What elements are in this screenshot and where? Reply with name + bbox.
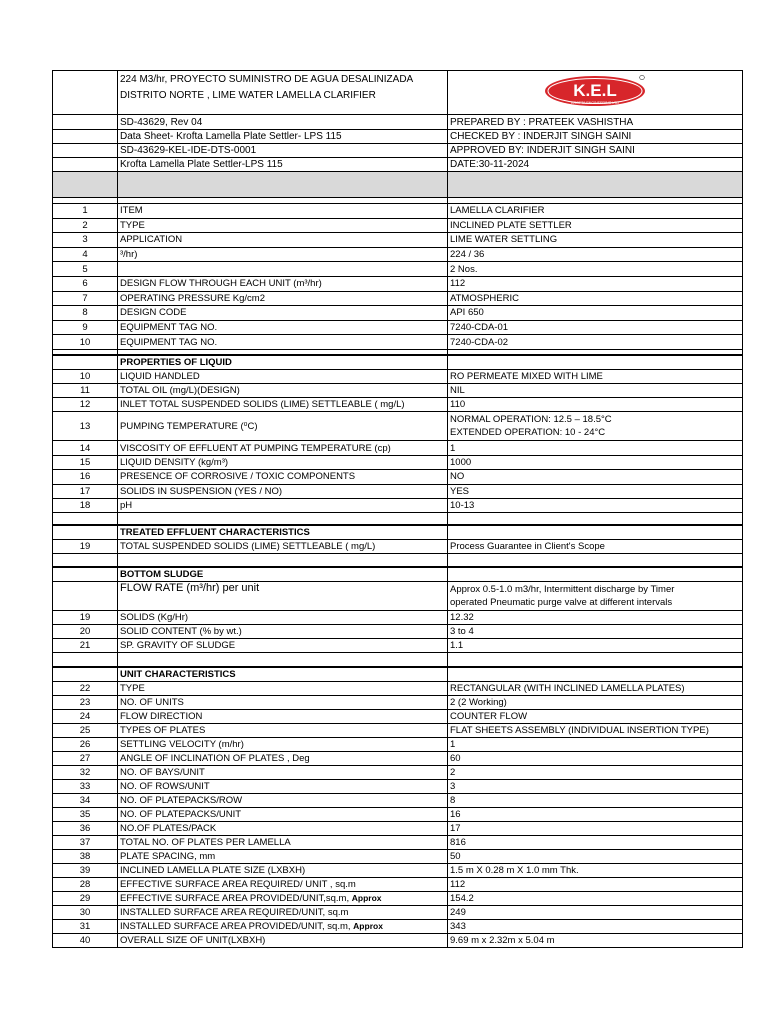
row-value: RO PERMEATE MIXED WITH LIME [448, 370, 743, 384]
section-title: TREATED EFFLUENT CHARACTERISTICS [118, 525, 448, 540]
row-item: TYPE [118, 681, 448, 695]
row-item: EQUIPMENT TAG NO. [118, 335, 448, 350]
row-item: DESIGN FLOW THROUGH EACH UNIT (m³/hr) [118, 276, 448, 291]
row-number: 10 [53, 370, 118, 384]
row-value: 9.69 m x 2.32m x 5.04 m [448, 933, 743, 947]
logo-subtext: KROFTA ENGINEERING LTD [571, 101, 619, 105]
row-item: INLET TOTAL SUSPENDED SOLIDS (LIME) SETTLEABLE ( mg/L) [118, 398, 448, 412]
row-number: 7 [53, 291, 118, 306]
section-blank [448, 667, 743, 682]
approx-label: Approx [351, 892, 382, 903]
row-value: 1.1 [448, 639, 743, 653]
kel-logo-graphic [543, 74, 647, 108]
row-number: 32 [53, 765, 118, 779]
document-number: SD-43629-KEL-IDE-DTS-0001 [118, 144, 448, 158]
row-number: 25 [53, 723, 118, 737]
table-row [53, 335, 743, 350]
row-value: 10-13 [448, 499, 743, 513]
section-properties-of-liquid [53, 355, 743, 370]
spacer-cell [118, 653, 448, 667]
section-blank [53, 525, 118, 540]
row-number: 8 [53, 306, 118, 321]
row-number: 15 [53, 455, 118, 469]
row-value: COUNTER FLOW [448, 709, 743, 723]
row-value: 112 [448, 276, 743, 291]
row-number: 20 [53, 625, 118, 639]
table-row [53, 611, 743, 625]
spacer-cell [448, 513, 743, 525]
table-row-flow-rate [53, 582, 743, 611]
row-number: 3 [53, 233, 118, 248]
row-item: SOLIDS IN SUSPENSION (YES / NO) [118, 484, 448, 498]
table-row [53, 539, 743, 553]
table-row [53, 835, 743, 849]
row-item: ³/hr) [118, 247, 448, 262]
row-value: 1.5 m X 0.28 m X 1.0 mm Thk. [448, 863, 743, 877]
row-item: SETTLING VELOCITY (m/hr) [118, 737, 448, 751]
checked-by: CHECKED BY : INDERJIT SINGH SAINI [448, 130, 743, 144]
table-row [53, 919, 743, 933]
header-rev-row [53, 115, 743, 130]
section-blank [448, 525, 743, 540]
spacer-cell [53, 513, 118, 525]
row-number: 5 [53, 262, 118, 277]
row-value: 1 [448, 737, 743, 751]
document-date: DATE:30-11-2024 [448, 158, 743, 172]
table-row [53, 218, 743, 233]
row-item [118, 262, 448, 277]
section-blank [53, 355, 118, 370]
row-number: 11 [53, 384, 118, 398]
row-value: 343 [448, 919, 743, 933]
project-line-2: DISTRITO NORTE , LIME WATER LAMELLA CLARIFIER [120, 90, 376, 101]
row-item: SP. GRAVITY OF SLUDGE [118, 639, 448, 653]
row-item: DESIGN CODE [118, 306, 448, 321]
spacer-cell [53, 553, 118, 567]
table-row [53, 291, 743, 306]
row-item: SOLID CONTENT (% by wt.) [118, 625, 448, 639]
row-item: NO. OF ROWS/UNIT [118, 779, 448, 793]
section-title: UNIT CHARACTERISTICS [118, 667, 448, 682]
table-row [53, 807, 743, 821]
row-value: 154.2 [448, 891, 743, 905]
row-item: OPERATING PRESSURE Kg/cm2 [118, 291, 448, 306]
row-number: 26 [53, 737, 118, 751]
row-item: NO. OF PLATEPACKS/UNIT [118, 807, 448, 821]
row-item: FLOW RATE (m³/hr) per unit [118, 582, 448, 611]
spacer-cell [448, 553, 743, 567]
row-number: 34 [53, 793, 118, 807]
header-blank-cell [53, 71, 118, 115]
row-number: 2 [53, 218, 118, 233]
table-row [53, 484, 743, 498]
table-row [53, 320, 743, 335]
row-item: OVERALL SIZE OF UNIT(LXBXH) [118, 933, 448, 947]
row-value: NO [448, 470, 743, 484]
row-item: PRESENCE OF CORROSIVE / TOXIC COMPONENTS [118, 470, 448, 484]
row-item: PUMPING TEMPERATURE (⁰C) [118, 412, 448, 441]
row-item: INSTALLED SURFACE AREA REQUIRED/UNIT, sq.m [118, 905, 448, 919]
table-row [53, 247, 743, 262]
table-row [53, 723, 743, 737]
table-row [53, 470, 743, 484]
logo-text: K.E.L [573, 81, 617, 100]
table-row [53, 709, 743, 723]
data-rows [53, 198, 743, 948]
row-item: NO.OF PLATES/PACK [118, 821, 448, 835]
data-sheet-table [52, 70, 743, 948]
row-number: 24 [53, 709, 118, 723]
row-value: RECTANGULAR (WITH INCLINED LAMELLA PLATES) [448, 681, 743, 695]
document-title: Data Sheet- Krofta Lamella Plate Settler- LPS 115 [118, 130, 448, 144]
row-value: 112 [448, 877, 743, 891]
table-row [53, 398, 743, 412]
row-number: 35 [53, 807, 118, 821]
row-item: ANGLE OF INCLINATION OF PLATES , Deg [118, 751, 448, 765]
table-row [53, 499, 743, 513]
row-item: EFFECTIVE SURFACE AREA REQUIRED/ UNIT , sq.m [118, 877, 448, 891]
row-value: LAMELLA CLARIFIER [448, 204, 743, 219]
row-value: 7240-CDA-01 [448, 320, 743, 335]
row-number: 10 [53, 335, 118, 350]
section-blank [448, 355, 743, 370]
row-number: 22 [53, 681, 118, 695]
row-item: TOTAL NO. OF PLATES PER LAMELLA [118, 835, 448, 849]
row-value: 8 [448, 793, 743, 807]
table-row [53, 681, 743, 695]
row-number: 21 [53, 639, 118, 653]
row-value: 110 [448, 398, 743, 412]
table-row [53, 933, 743, 947]
row-item-text: EFFECTIVE SURFACE AREA PROVIDED/UNIT,sq.m, [120, 892, 350, 904]
table-row [53, 849, 743, 863]
row-number: 27 [53, 751, 118, 765]
row-value: 249 [448, 905, 743, 919]
row-number: 38 [53, 849, 118, 863]
table-row [53, 695, 743, 709]
row-number: 23 [53, 695, 118, 709]
header-subject-row [53, 158, 743, 172]
row-number: 39 [53, 863, 118, 877]
table-row [53, 877, 743, 891]
row-item: VISCOSITY OF EFFLUENT AT PUMPING TEMPERATURE (cp) [118, 441, 448, 455]
spacer-cell [118, 513, 448, 525]
row-value: 816 [448, 835, 743, 849]
row-value: 2 [448, 765, 743, 779]
row-number: 40 [53, 933, 118, 947]
row-item: PLATE SPACING, mm [118, 849, 448, 863]
row-item: TOTAL SUSPENDED SOLIDS (LIME) SETTLEABLE ( mg/L) [118, 539, 448, 553]
table-row [53, 905, 743, 919]
row-number: 13 [53, 412, 118, 441]
row-value: 12.32 [448, 611, 743, 625]
approx-label: Approx [353, 920, 383, 931]
table-row [53, 751, 743, 765]
row-value: 3 to 4 [448, 625, 743, 639]
row-number: 14 [53, 441, 118, 455]
spacer-cell [118, 553, 448, 567]
row-item: EQUIPMENT TAG NO. [118, 320, 448, 335]
approved-by: APPROVED BY: INDERJIT SINGH SAINI [448, 144, 743, 158]
extended-operation-text: EXTENDED OPERATION: 10 - 24°C [450, 427, 606, 439]
row-item: SOLIDS (Kg/Hr) [118, 611, 448, 625]
table-row [53, 779, 743, 793]
table-row [53, 384, 743, 398]
table-row [53, 625, 743, 639]
row-item-text: INSTALLED SURFACE AREA PROVIDED/UNIT, sq.m, [120, 920, 351, 932]
prepared-by: PREPARED BY : PRATEEK VASHISTHA [448, 115, 743, 130]
section-unit-characteristics [53, 667, 743, 682]
row-value: FLAT SHEETS ASSEMBLY (INDIVIDUAL INSERTION TYPE) [448, 723, 743, 737]
row-number: 19 [53, 539, 118, 553]
table-row [53, 306, 743, 321]
row-value: 17 [448, 821, 743, 835]
row-item: FLOW DIRECTION [118, 709, 448, 723]
section-blank [53, 667, 118, 682]
project-title [118, 71, 448, 115]
table-row-pumping-temperature [53, 412, 743, 441]
row-item: NO. OF UNITS [118, 695, 448, 709]
row-value: API 650 [448, 306, 743, 321]
spacer-cell [448, 653, 743, 667]
flow-rate-line-1: Approx 0.5-1.0 m3/hr, Intermittent discharge by Timer [450, 584, 675, 596]
row-number: 18 [53, 499, 118, 513]
spacer-row [53, 653, 743, 667]
row-item: TOTAL OIL (mg/L)(DESIGN) [118, 384, 448, 398]
row-value: 2 Nos. [448, 262, 743, 277]
row-value: 16 [448, 807, 743, 821]
row-number: 37 [53, 835, 118, 849]
section-title: BOTTOM SLUDGE [118, 567, 448, 582]
row-value: Process Guarantee in Client's Scope [448, 539, 743, 553]
table-row [53, 233, 743, 248]
row-value [448, 412, 743, 441]
table-row [53, 891, 743, 905]
row-number: 30 [53, 905, 118, 919]
table-row [53, 262, 743, 277]
section-title: PROPERTIES OF LIQUID [118, 355, 448, 370]
spacer-row [53, 513, 743, 525]
row-value: 1 [448, 441, 743, 455]
kel-logo [543, 74, 647, 108]
row-number: 31 [53, 919, 118, 933]
row-item: NO. OF PLATEPACKS/ROW [118, 793, 448, 807]
row-value: 50 [448, 849, 743, 863]
row-item: LIQUID DENSITY (kg/m³) [118, 455, 448, 469]
row-item: TYPE [118, 218, 448, 233]
row-number: 4 [53, 247, 118, 262]
row-number: 28 [53, 877, 118, 891]
row-item [118, 919, 448, 933]
table-row [53, 793, 743, 807]
table-row [53, 765, 743, 779]
row-value: 3 [448, 779, 743, 793]
row-number: 6 [53, 276, 118, 291]
table-row [53, 276, 743, 291]
row-value: YES [448, 484, 743, 498]
row-value: LIME WATER SETTLING [448, 233, 743, 248]
logo-cell [448, 71, 743, 115]
row-number: 33 [53, 779, 118, 793]
row-value: INCLINED PLATE SETTLER [448, 218, 743, 233]
project-line-1: 224 M3/hr, PROYECTO SUMINISTRO DE AGUA DESALINIZADA [120, 74, 414, 85]
spacer-row [53, 553, 743, 567]
section-blank [448, 567, 743, 582]
row-number [53, 582, 118, 611]
table-row [53, 370, 743, 384]
row-item: ITEM [118, 204, 448, 219]
row-item: INCLINED LAMELLA PLATE SIZE (LXBXH) [118, 863, 448, 877]
row-value: 60 [448, 751, 743, 765]
table-row [53, 204, 743, 219]
row-value: 1000 [448, 455, 743, 469]
row-value: 2 (2 Working) [448, 695, 743, 709]
row-item [118, 891, 448, 905]
row-number: 9 [53, 320, 118, 335]
row-value [448, 582, 743, 611]
grey-band-row [53, 172, 743, 198]
table-row [53, 455, 743, 469]
row-number: 16 [53, 470, 118, 484]
header-title-row [53, 130, 743, 144]
table-row [53, 863, 743, 877]
row-item: pH [118, 499, 448, 513]
row-number: 12 [53, 398, 118, 412]
document-subject: Krofta Lamella Plate Settler-LPS 115 [118, 158, 448, 172]
row-value: 7240-CDA-02 [448, 335, 743, 350]
section-blank [53, 567, 118, 582]
row-value: NIL [448, 384, 743, 398]
doc-rev: SD-43629, Rev 04 [118, 115, 448, 130]
table-row [53, 821, 743, 835]
row-item: NO. OF BAYS/UNIT [118, 765, 448, 779]
table-row [53, 441, 743, 455]
row-item: LIQUID HANDLED [118, 370, 448, 384]
flow-rate-line-2: operated Pneumatic purge valve at different intervals [450, 597, 673, 609]
row-number: 1 [53, 204, 118, 219]
row-number: 17 [53, 484, 118, 498]
row-number: 29 [53, 891, 118, 905]
header-project-row [53, 71, 743, 115]
section-bottom-sludge [53, 567, 743, 582]
normal-operation-text: NORMAL OPERATION: 12.5 – 18.5°C [450, 414, 612, 426]
row-number: 36 [53, 821, 118, 835]
row-value: 224 / 36 [448, 247, 743, 262]
header-docno-row [53, 144, 743, 158]
row-item: TYPES OF PLATES [118, 723, 448, 737]
row-number: 19 [53, 611, 118, 625]
data-sheet [52, 70, 742, 948]
table-row [53, 737, 743, 751]
row-value: ATMOSPHERIC [448, 291, 743, 306]
section-treated-effluent [53, 525, 743, 540]
spacer-cell [53, 653, 118, 667]
table-row [53, 639, 743, 653]
row-item: APPLICATION [118, 233, 448, 248]
